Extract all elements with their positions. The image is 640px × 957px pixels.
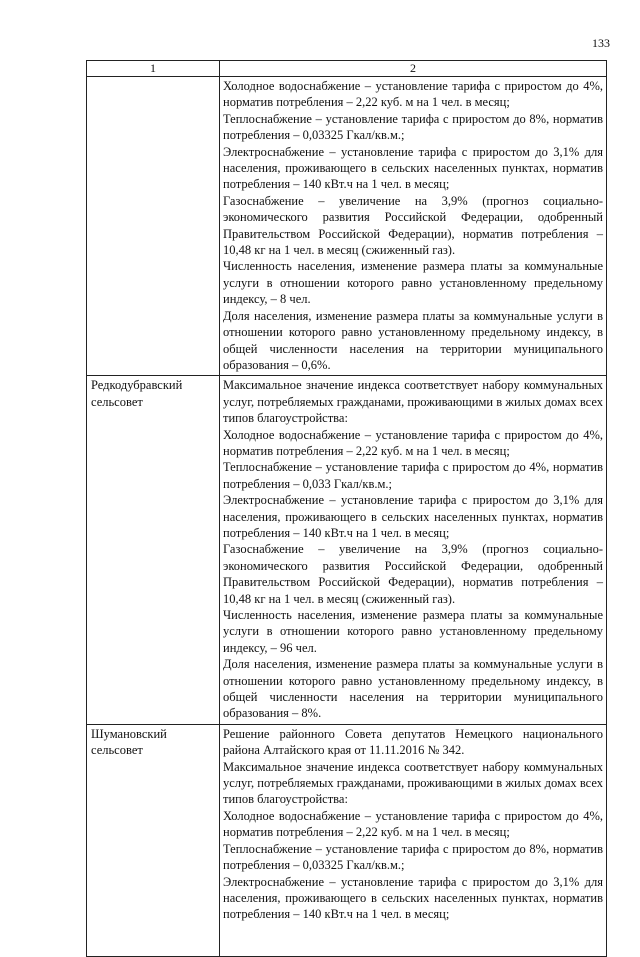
paragraph: Электроснабжение – установление тарифа с приростом до 3,1% для населения, проживающего в сельских населенных пунктах, норматив потребления – 140 кВт.ч на 1 чел. в месяц; xyxy=(223,144,603,192)
paragraph: Теплоснабжение – установление тарифа с приростом до 8%, норматив потребления – 0,03325 Гкал/кв.м.; xyxy=(223,111,603,143)
paragraph: Численность населения, изменение размера платы за коммунальные услуги в отношении которого равно установленному предельному индексу, – 8 чел. xyxy=(223,259,603,307)
column-header-2: 2 xyxy=(220,61,607,77)
municipality-name: Шумановский сельсовет xyxy=(91,726,167,758)
table-row xyxy=(87,376,607,725)
municipality-cell xyxy=(87,376,220,725)
paragraph: Теплоснабжение – установление тарифа с приростом до 4%, норматив потребления – 0,033 Гкал/кв.м.; xyxy=(223,460,603,491)
table-row xyxy=(87,724,607,956)
description-cell xyxy=(220,376,607,725)
column-header-1: 1 xyxy=(87,61,220,77)
paragraph: Максимальное значение индекса соответствует набору коммунальных услуг, потребляемых гражданами, проживающими в жилых домах всех типов благоустройства: xyxy=(223,378,603,426)
page-number: 133 xyxy=(592,36,610,50)
paragraph: Газоснабжение – увеличение на 3,9% (прогноз социально-экономического развития Российской Федерации, одобренный Правительством Российской Федерации), норматив потребления – 10,48 кг на 1 чел. в месяц (сжиженный газ). xyxy=(223,193,603,258)
paragraph: Холодное водоснабжение – установление тарифа с приростом до 4%, норматив потребления – 2,22 куб. м на 1 чел. в месяц; xyxy=(223,79,603,110)
paragraph: Теплоснабжение – установление тарифа с приростом до 8%, норматив потребления – 0,03325 Гкал/кв.м.; xyxy=(223,841,603,873)
table-header-row xyxy=(87,61,607,77)
description-cell xyxy=(220,724,607,956)
municipality-name xyxy=(87,77,219,78)
municipality-cell xyxy=(87,77,220,376)
paragraph: Электроснабжение – установление тарифа с приростом до 3,1% для населения, проживающего в сельских населенных пунктах, норматив потребления – 140 кВт.ч на 1 чел. в месяц; xyxy=(223,493,603,540)
municipal-tariff-table xyxy=(86,60,607,957)
paragraph: Численность населения, изменение размера платы за коммунальные услуги в отношении которого равно установленному предельному индексу, – 96 чел. xyxy=(223,608,603,655)
paragraph: Решение районного Совета депутатов Немецкого национального района Алтайского края от 11.11.2016 № 342. xyxy=(223,726,603,758)
paragraph: Холодное водоснабжение – установление тарифа с приростом до 4%, норматив потребления – 2,22 куб. м на 1 чел. в месяц; xyxy=(223,808,603,840)
municipality-cell xyxy=(87,724,220,956)
table-row xyxy=(87,77,607,376)
paragraph: Газоснабжение – увеличение на 3,9% (прогноз социально-экономического развития Российской Федерации, одобренный Правительством Российской Федерации), норматив потребления – 10,48 кг на 1 чел. в месяц (сжиженный газ). xyxy=(223,542,603,606)
paragraph: Доля населения, изменение размера платы за коммунальные услуги в отношении которого равно установленному предельному индексу, в общей численности населения на территории муниципального образования – 0,6%. xyxy=(223,308,603,372)
description-cell xyxy=(220,77,607,376)
paragraph: Доля населения, изменение размера платы за коммунальные услуги в отношении которого равно установленному предельному индексу, в общей численности населения на территории муниципального образования – 8%. xyxy=(223,657,603,721)
paragraph: Электроснабжение – установление тарифа с приростом до 3,1% для населения, проживающего в сельских населенных пунктах, норматив потребления – 140 кВт.ч на 1 чел. в месяц; xyxy=(223,874,603,922)
paragraph: Максимальное значение индекса соответствует набору коммунальных услуг, потребляемых гражданами, проживающими в жилых домах всех типов благоустройства: xyxy=(223,759,603,807)
paragraph: Холодное водоснабжение – установление тарифа с приростом до 4%, норматив потребления – 2,22 куб. м на 1 чел. в месяц; xyxy=(223,427,603,458)
municipality-name: Редкодубравский сельсовет xyxy=(91,378,183,409)
